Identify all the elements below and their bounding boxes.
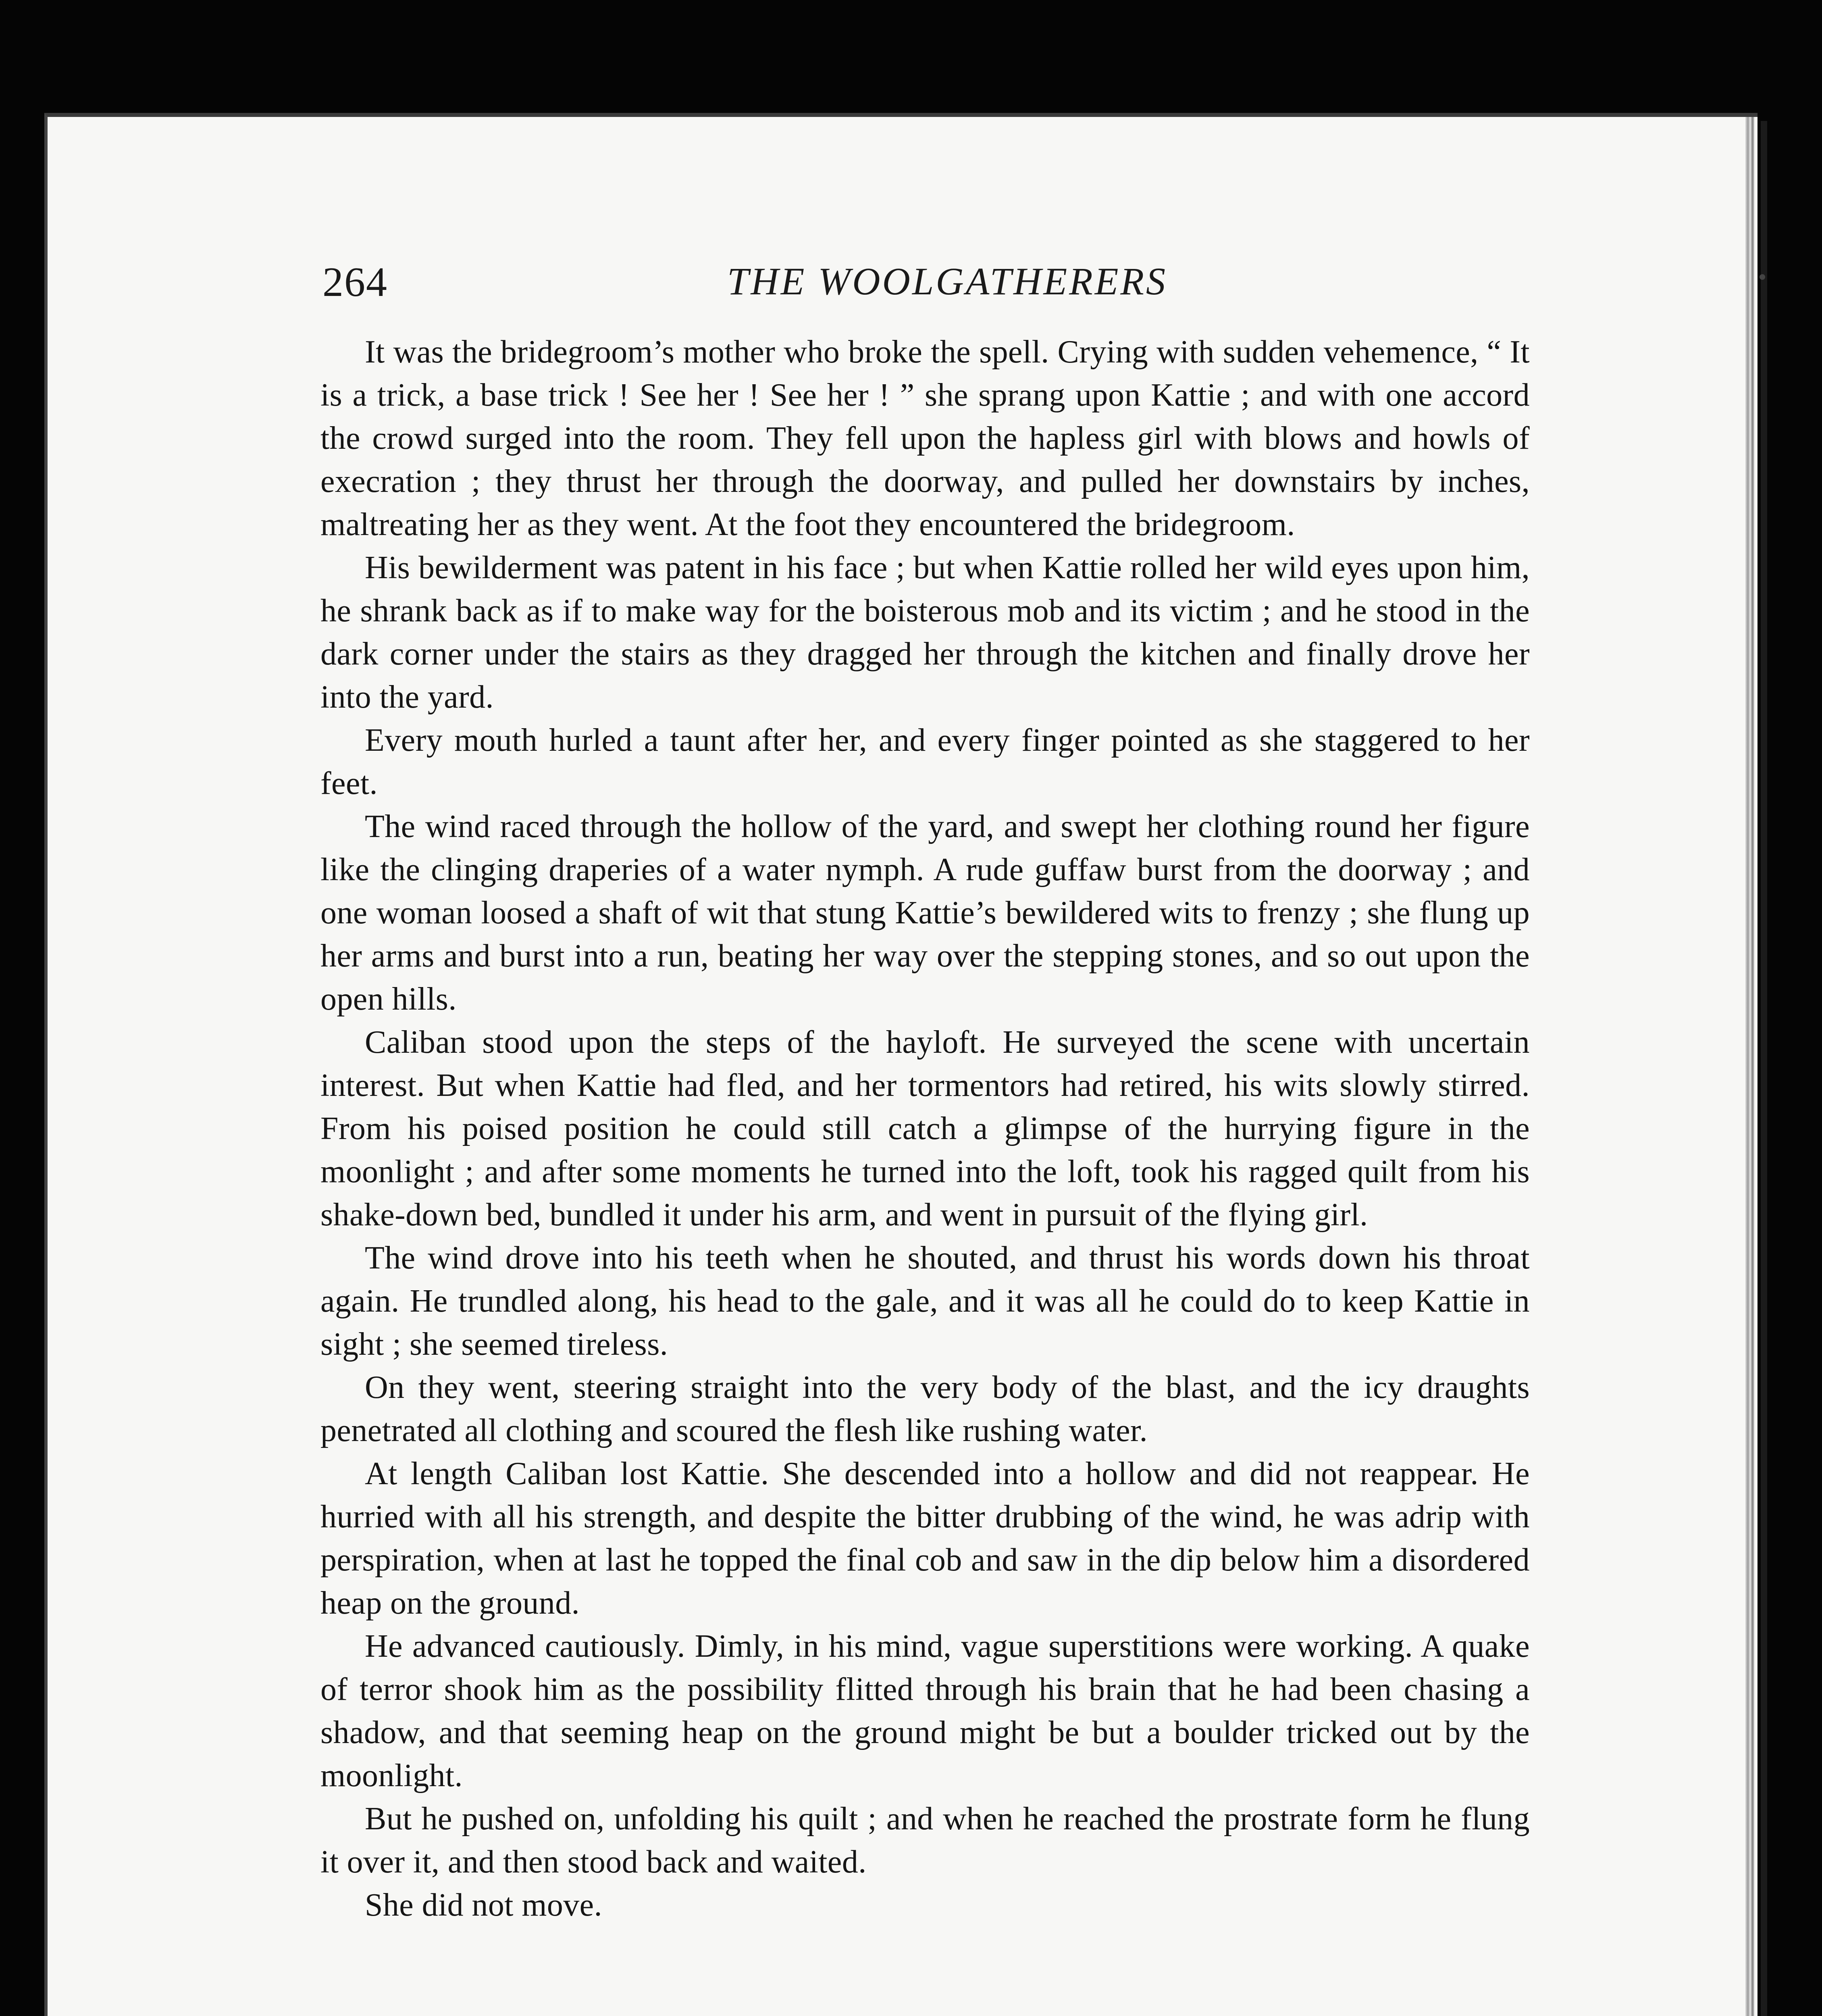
paragraph: On they went, steering straight into the very body of the blast, and the icy draughts penetrated all clothing and scoured the flesh like rushing water. (320, 1370, 1530, 1448)
body-text (320, 331, 1530, 1927)
ink-speck (1760, 274, 1765, 280)
paragraph: He advanced cautiously. Dimly, in his mind, vague superstitions were working. A quake of terror shook him as the possibility flitted through his brain that he had been chasing a shadow, and that seeming heap on the ground might be but a boulder tricked out by the moonlight. (320, 1629, 1530, 1793)
running-head: THE WOOLGATHERERS (727, 260, 1168, 303)
paragraph: Caliban stood upon the steps of the hayloft. He surveyed the scene with uncertain interest. But when Kattie had fled, and her tormentors had retired, his wits slowly stirred. From his poised position he could still catch a glimpse of the hurrying figure in the moonlight ; and after some moments he turned into the loft, took his ragged quilt from his shake-down bed, bundled it under his arm, and went in pursuit of the flying girl. (320, 1025, 1530, 1233)
paragraph: Every mouth hurled a taunt after her, and every finger pointed as she staggered to her feet. (320, 723, 1530, 801)
paragraph: It was the bridegroom’s mother who broke the spell. Crying with sudden vehemence, “ It is a trick, a base trick ! See her ! See her ! ” she sprang upon Kattie ; and with one accord the crowd surged into the room. They fell upon the hapless girl with blows and howls of execration ; they thrust her through the doorway, and pulled her downstairs by inches, maltreating her as they went. At the foot they encountered the bridegroom. (320, 334, 1530, 542)
paragraph: His bewilderment was patent in his face ; but when Kattie rolled her wild eyes upon him, he shrank back as if to make way for the boisterous mob and its victim ; and he stood in the dark corner under the stairs as they dragged her through the kitchen and finally drove her into the yard. (320, 550, 1530, 715)
paragraph: But he pushed on, unfolding his quilt ; and when he reached the prostrate form he flung it over it, and then stood back and waited. (320, 1801, 1530, 1880)
page-edge (1745, 117, 1754, 2016)
paragraph: At length Caliban lost Kattie. She descended into a hollow and did not reappear. He hurried with all his strength, and despite the bitter drubbing of the wind, he was adrip with perspiration, when at last he topped the final cob and saw in the dip below him a disordered heap on the ground. (320, 1456, 1530, 1621)
page-header (322, 258, 1532, 310)
paragraph: The wind drove into his teeth when he shouted, and thrust his words down his throat again. He trundled along, his head to the gale, and it was all he could do to keep Kattie in sight ; she seemed tireless. (320, 1240, 1530, 1362)
page-number: 264 (322, 259, 388, 305)
paragraph: The wind raced through the hollow of the yard, and swept her clothing round her figure like the clinging draperies of a water nymph. A rude guffaw burst from the doorway ; and one woman loosed a shaft of wit that stung Kattie’s bewildered wits to frenzy ; she flung up her arms and burst into a run, beating her way over the stepping stones, and so out upon the open hills. (320, 809, 1530, 1017)
book-spine (1761, 121, 1767, 2016)
paragraph: She did not move. (365, 1887, 602, 1923)
